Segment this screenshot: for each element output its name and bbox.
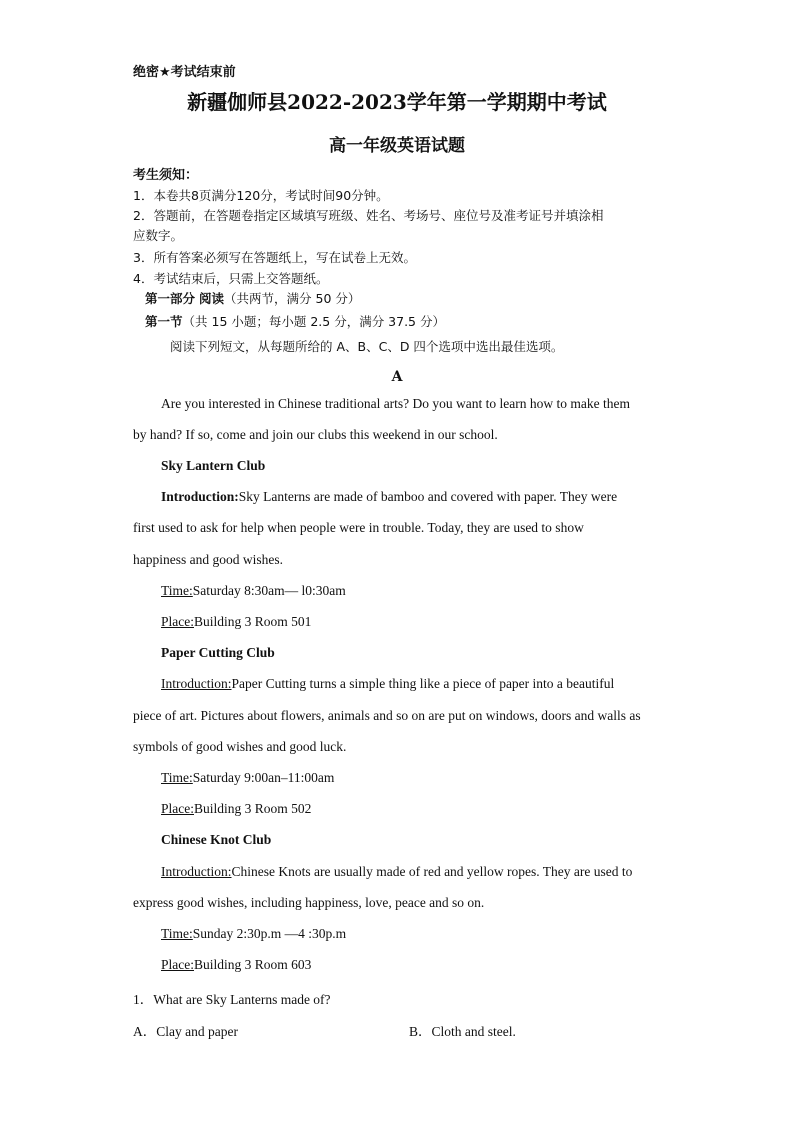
club-intro-line: piece of art. Pictures about flowers, animals and so on are put on windows, doors and walls as — [133, 708, 641, 723]
time-value: Saturday 9:00an–11:00am — [192, 770, 335, 785]
time-label: Time: — [161, 926, 193, 941]
confidential-mark: 绝密★考试结束前 — [133, 65, 236, 80]
intro-text: Sky Lanterns are made of bamboo and covered with paper. They were — [238, 489, 618, 504]
club-time — [161, 770, 334, 786]
intro-label: Introduction: — [161, 489, 239, 504]
club-intro-line — [161, 489, 617, 505]
section-one-heading — [145, 312, 445, 330]
part-one-heading — [145, 289, 360, 307]
club-name-paper-cutting: Paper Cutting Club — [161, 645, 275, 660]
notice-item: 应数字。 — [133, 228, 184, 243]
place-value: Building 3 Room 501 — [194, 614, 312, 629]
passage-intro-line: by hand? If so, come and join our clubs this weekend in our school. — [133, 427, 498, 442]
part-one-label: 第一部分 — [145, 291, 196, 306]
intro-text: Paper Cutting turns a simple thing like a piece of paper into a beautiful — [231, 676, 615, 691]
option-b: B．Cloth and steel. — [409, 1024, 516, 1039]
time-value: Sunday 2:30p.m —4 :30p.m — [192, 926, 347, 941]
section-one-instruction: 阅读下列短文，从每题所给的 A、B、C、D 四个选项中选出最佳选项。 — [170, 339, 564, 354]
time-value: Saturday 8:30am— l0:30am — [192, 583, 346, 598]
notice-heading: 考生须知： — [133, 168, 199, 183]
place-label: Place: — [161, 614, 194, 629]
exam-subtitle: 高一年级英语试题 — [329, 136, 465, 156]
place-value: Building 3 Room 603 — [194, 957, 312, 972]
passage-intro-line: Are you interested in Chinese traditional arts? Do you want to learn how to make them — [161, 396, 630, 411]
club-time — [161, 926, 346, 942]
notice-item: 4．考试结束后，只需上交答题纸。 — [133, 271, 329, 286]
club-intro-line: happiness and good wishes. — [133, 552, 283, 567]
intro-text: Chinese Knots are usually made of red and yellow ropes. They are used to — [231, 864, 633, 879]
place-value: Building 3 Room 502 — [194, 801, 312, 816]
intro-label: Introduction: — [161, 864, 232, 879]
option-a: A．Clay and paper — [133, 1024, 238, 1039]
intro-label: Introduction: — [161, 676, 232, 691]
club-intro-line — [161, 676, 614, 692]
club-time — [161, 583, 346, 599]
exam-title: 新疆伽师县2022-2023学年第一学期期中考试 — [187, 90, 607, 114]
place-label: Place: — [161, 957, 194, 972]
notice-item: 2．答题前，在答题卷指定区域填写班级、姓名、考场号、座位号及准考证号并填涂相 — [133, 208, 604, 223]
question-stem: 1．What are Sky Lanterns made of? — [133, 992, 331, 1007]
club-place — [161, 801, 311, 817]
club-place — [161, 957, 311, 973]
club-intro-line: express good wishes, including happiness, love, peace and so on. — [133, 895, 485, 910]
section-one-desc: （共 15 小题；每小题 2.5 分，满分 37.5 分） — [182, 314, 445, 329]
club-name-chinese-knot: Chinese Knot Club — [161, 832, 272, 847]
part-one-desc: （共两节，满分 50 分） — [224, 291, 361, 306]
club-intro-line — [161, 864, 632, 880]
place-label: Place: — [161, 801, 194, 816]
part-one-name: 阅读 — [199, 291, 225, 306]
notice-item: 3．所有答案必须写在答题纸上，写在试卷上无效。 — [133, 250, 416, 265]
notice-item: 1．本卷共8页满分120分，考试时间90分钟。 — [133, 188, 389, 203]
club-place — [161, 614, 311, 630]
section-one-label: 第一节 — [145, 314, 183, 329]
passage-letter: A — [391, 369, 403, 385]
club-intro-line: symbols of good wishes and good luck. — [133, 739, 347, 754]
time-label: Time: — [161, 770, 193, 785]
time-label: Time: — [161, 583, 193, 598]
club-name-sky-lantern: Sky Lantern Club — [161, 458, 266, 473]
club-intro-line: first used to ask for help when people were in trouble. Today, they are used to show — [133, 520, 584, 535]
